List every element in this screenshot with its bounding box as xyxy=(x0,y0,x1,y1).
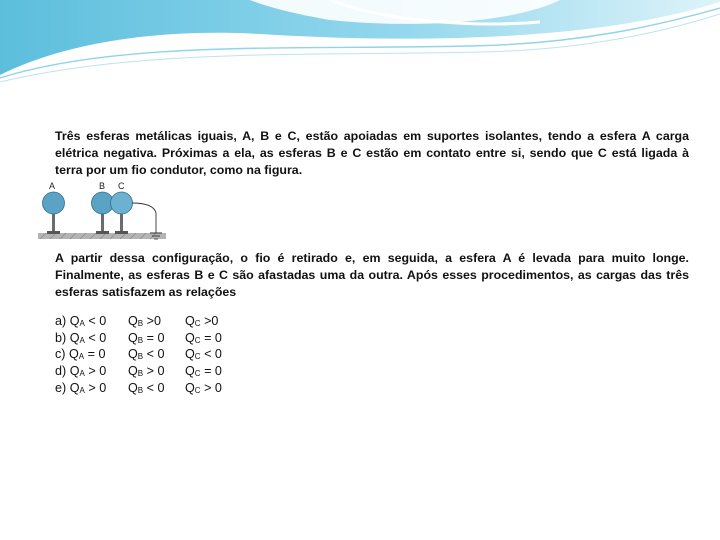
option-qc: $Q_C = 0$ xyxy=(185,330,222,345)
option-qa: b) $Q_A < 0$ xyxy=(55,330,107,345)
support-c xyxy=(120,213,123,233)
option-qb: $Q_B < 0$ xyxy=(128,347,165,362)
option-qb: $Q_B > 0$ xyxy=(128,364,165,379)
label-b: B xyxy=(99,181,106,191)
header-wave-decoration xyxy=(0,0,720,90)
option-qc: $Q_C >0$ xyxy=(185,314,219,328)
option-qc: $Q_C > 0$ xyxy=(185,380,222,395)
spheres-figure xyxy=(36,179,172,247)
option-qb: $Q_B >0$ xyxy=(128,314,161,328)
sphere-c xyxy=(111,192,133,214)
option-qb: $Q_B < 0$ xyxy=(128,380,165,395)
label-a: A xyxy=(49,181,56,191)
ground-wire xyxy=(132,203,156,233)
question-body: A partir dessa configuração, o fio é retirado e, em seguida, a esfera A é levada para muito longe. Finalmente, as esferas B e C são afastadas uma da outra. Após esses procedimentos, as cargas das três esferas satisfazem as relações xyxy=(55,251,689,299)
option-qb: $Q_B = 0$ xyxy=(128,330,165,345)
option-qa: a) $Q_A < 0$ xyxy=(55,314,107,328)
option-qa: e) $Q_A > 0$ xyxy=(55,380,107,395)
option-qc: $Q_C = 0$ xyxy=(185,364,222,379)
support-a xyxy=(52,213,55,233)
label-c: C xyxy=(118,181,125,191)
sphere-a xyxy=(43,192,65,214)
option-qa: c) $Q_A = 0$ xyxy=(55,347,106,362)
option-qa: d) $Q_A > 0$ xyxy=(55,364,107,379)
support-b xyxy=(101,213,104,233)
question-intro: Três esferas metálicas iguais, A, B e C, estão apoiadas em suportes isolantes, tendo a esfera A carga elétrica negativa. Próximas a ela, as esferas B e C estão em contato entre si, sendo que C está ligada à terra por um fio condutor, como na figura. xyxy=(55,129,689,177)
option-qc: $Q_C < 0$ xyxy=(185,347,222,362)
